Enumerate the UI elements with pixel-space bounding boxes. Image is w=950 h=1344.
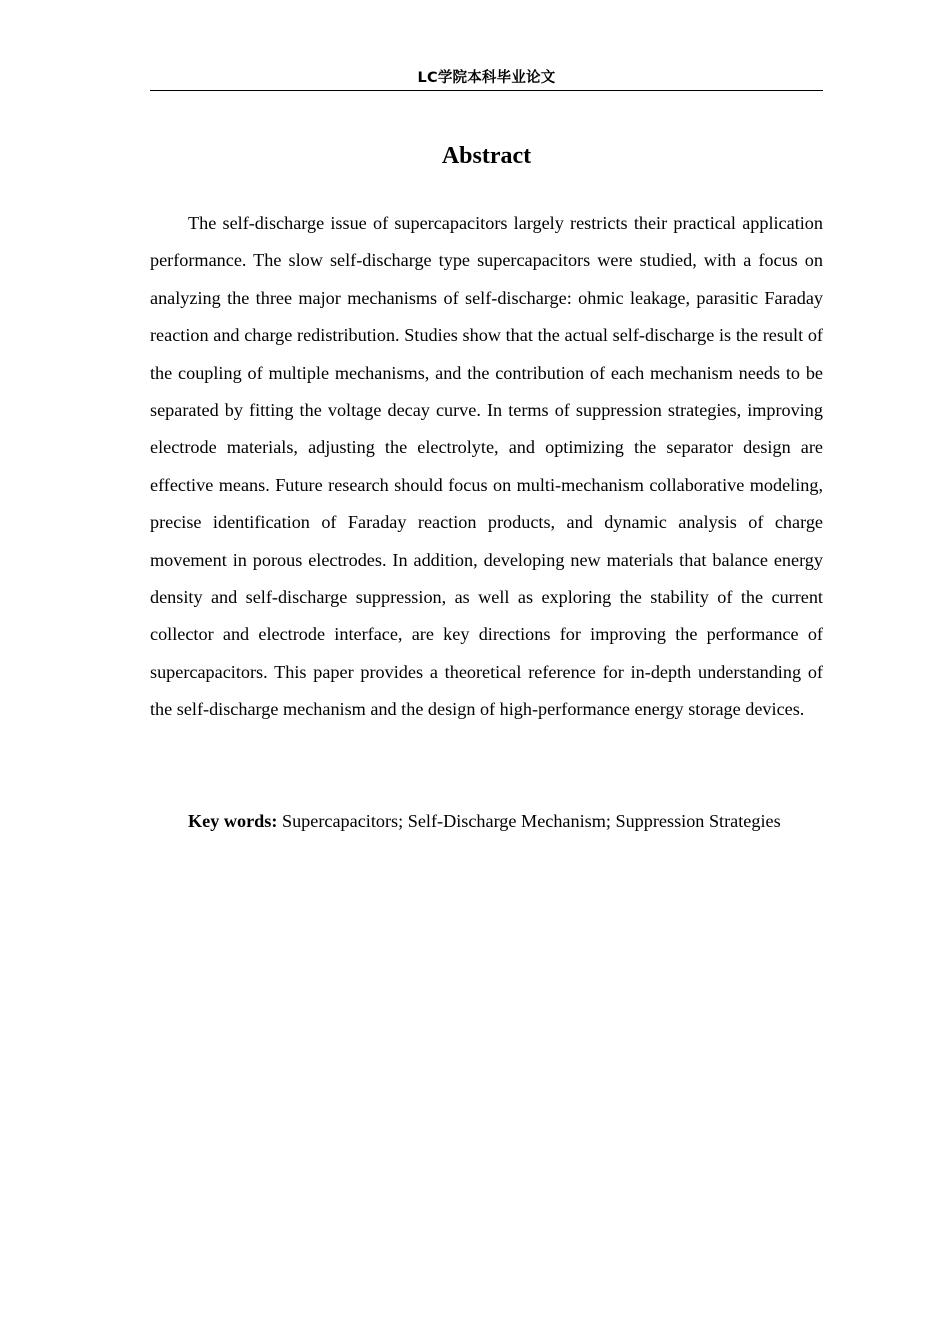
abstract-title: Abstract <box>441 143 532 169</box>
header-rule <box>150 90 823 91</box>
keywords-line <box>150 803 850 840</box>
running-header: LC学院本科毕业论文 <box>417 70 556 86</box>
abstract-body: The self-discharge issue of supercapacitors largely restricts their practical application performance. The slow self-discharge type supercapacitors were studied, with a focus on analyzing the three major mechanisms of self-discharge: ohmic leakage, parasitic Faraday reaction and charge redistribution. Studies show that the actual self-discharge is the result of the coupling of multiple mechanisms, and the contribution of each mechanism needs to be separated by fitting the voltage decay curve. In terms of suppression strategies, improving electrode materials, adjusting the electrolyte, and optimizing the separator design are effective means. Future research should focus on multi-mechanism collaborative modeling, precise identification of Faraday reaction products, and dynamic analysis of charge movement in porous electrodes. In addition, developing new materials that balance energy density and self-discharge suppression, as well as exploring the stability of the current collector and electrode interface, are key directions for improving the performance of supercapacitors. This paper provides a theoretical reference for in-depth understanding of the self-discharge mechanism and the design of high-performance energy storage devices. <box>150 213 823 720</box>
keywords-label: Key words: <box>188 811 278 831</box>
keywords-value: Supercapacitors; Self-Discharge Mechanism; Suppression Strategies <box>277 811 781 831</box>
